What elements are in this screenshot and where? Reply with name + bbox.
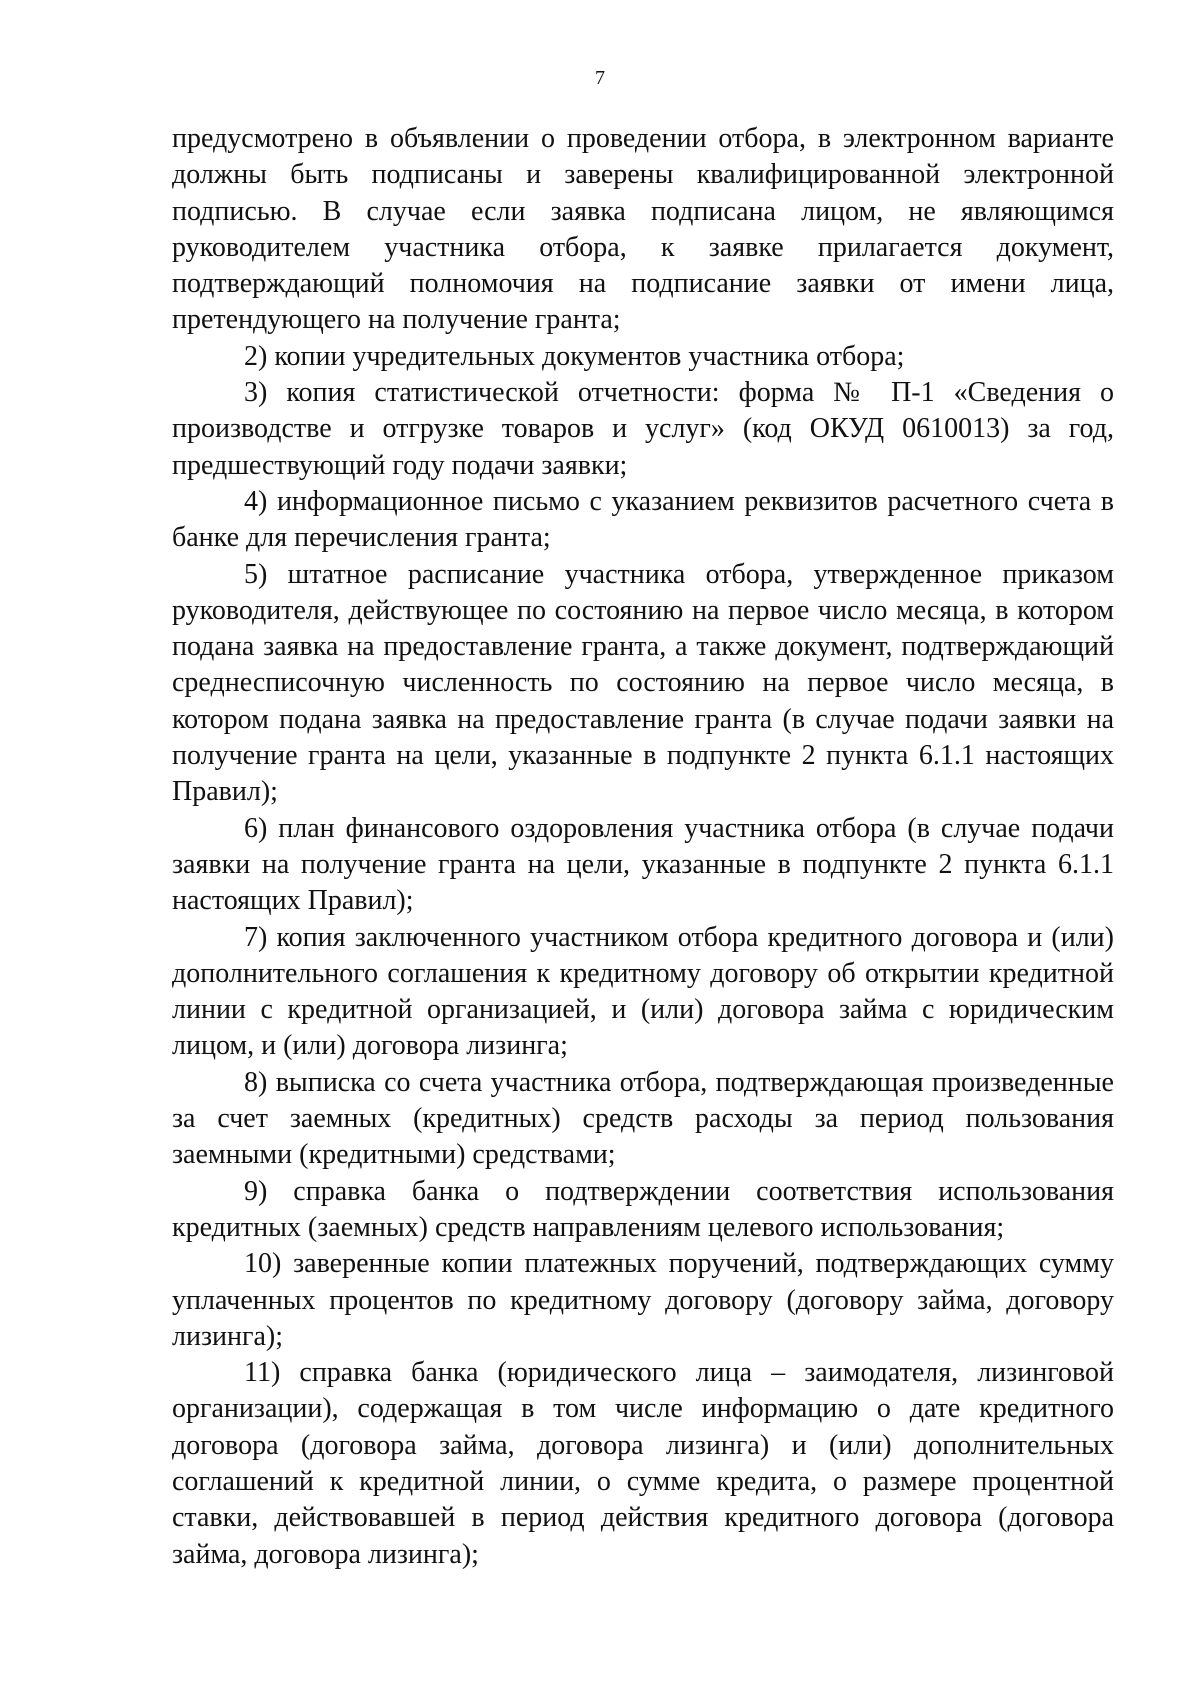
list-item-9: 9) справка банка о подтверждении соответствия использования кредитных (заемных) средств направлениям целевого использования; — [172, 1175, 1114, 1243]
list-item-11: 11) справка банка (юридического лица – заимодателя, лизинговой организации), содержащая в том числе информацию о дате кредитного договора (договора займа, договора лизинга) и (или) дополнительных соглашений к кредитной линии, о сумме кредита, о размере процентной ставки, действовавшей в период действия кредитного договора (договора займа, договора лизинга); — [172, 1357, 1114, 1570]
list-item-3: 3) копия статистической отчетности: форма № П-1 «Сведения о производстве и отгрузке товаров и услуг» (код ОКУД 0610013) за год, предшествующий году подачи заявки; — [172, 377, 1114, 481]
page-number: 7 — [595, 67, 605, 89]
document-body — [172, 121, 1114, 1573]
list-item-7: 7) копия заключенного участником отбора кредитного договора и (или) дополнительного соглашения к кредитному договору об открытии кредитной линии с кредитной организацией, и (или) договора займа с юридическим лицом, и (или) договора лизинга; — [172, 921, 1114, 1062]
list-item-5: 5) штатное расписание участника отбора, утвержденное приказом руководителя, действующее по состоянию на первое число месяца, в котором подана заявка на предоставление гранта, а также документ, подтверждающий среднесписочную численность по состоянию на первое число месяца, в котором подана заявка на предоставление гранта (в случае подачи заявки на получение гранта на цели, указанные в подпункте 2 пункта 6.1.1 настоящих Правил); — [172, 558, 1114, 808]
list-item-8: 8) выписка со счета участника отбора, подтверждающая произведенные за счет заемных (кредитных) средств расходы за период пользования заемными (кредитными) средствами; — [172, 1066, 1114, 1171]
paragraph-continuation: предусмотрено в объявлении о проведении отбора, в электронном варианте должны быть подписаны и заверены квалифицированной электронной подписью. В случае если заявка подписана лицом, не являющимся руководителем участника отбора, к заявке прилагается документ, подтверждающий полномочия на подписание заявки от имени лица, претендующего на получение гранта; — [172, 123, 1114, 336]
list-item-2: 2) копии учредительных документов участника отбора; — [244, 340, 905, 372]
list-item-4: 4) информационное письмо с указанием реквизитов расчетного счета в банке для перечисления гранта; — [172, 485, 1114, 554]
list-item-10: 10) заверенные копии платежных поручений, подтверждающих сумму уплаченных процентов по кредитному договору (договору займа, договору лизинга); — [172, 1248, 1114, 1352]
list-item-6: 6) план финансового оздоровления участника отбора (в случае подачи заявки на получение гранта на цели, указанные в подпункте 2 пункта 6.1.1 настоящих Правил); — [172, 812, 1114, 917]
